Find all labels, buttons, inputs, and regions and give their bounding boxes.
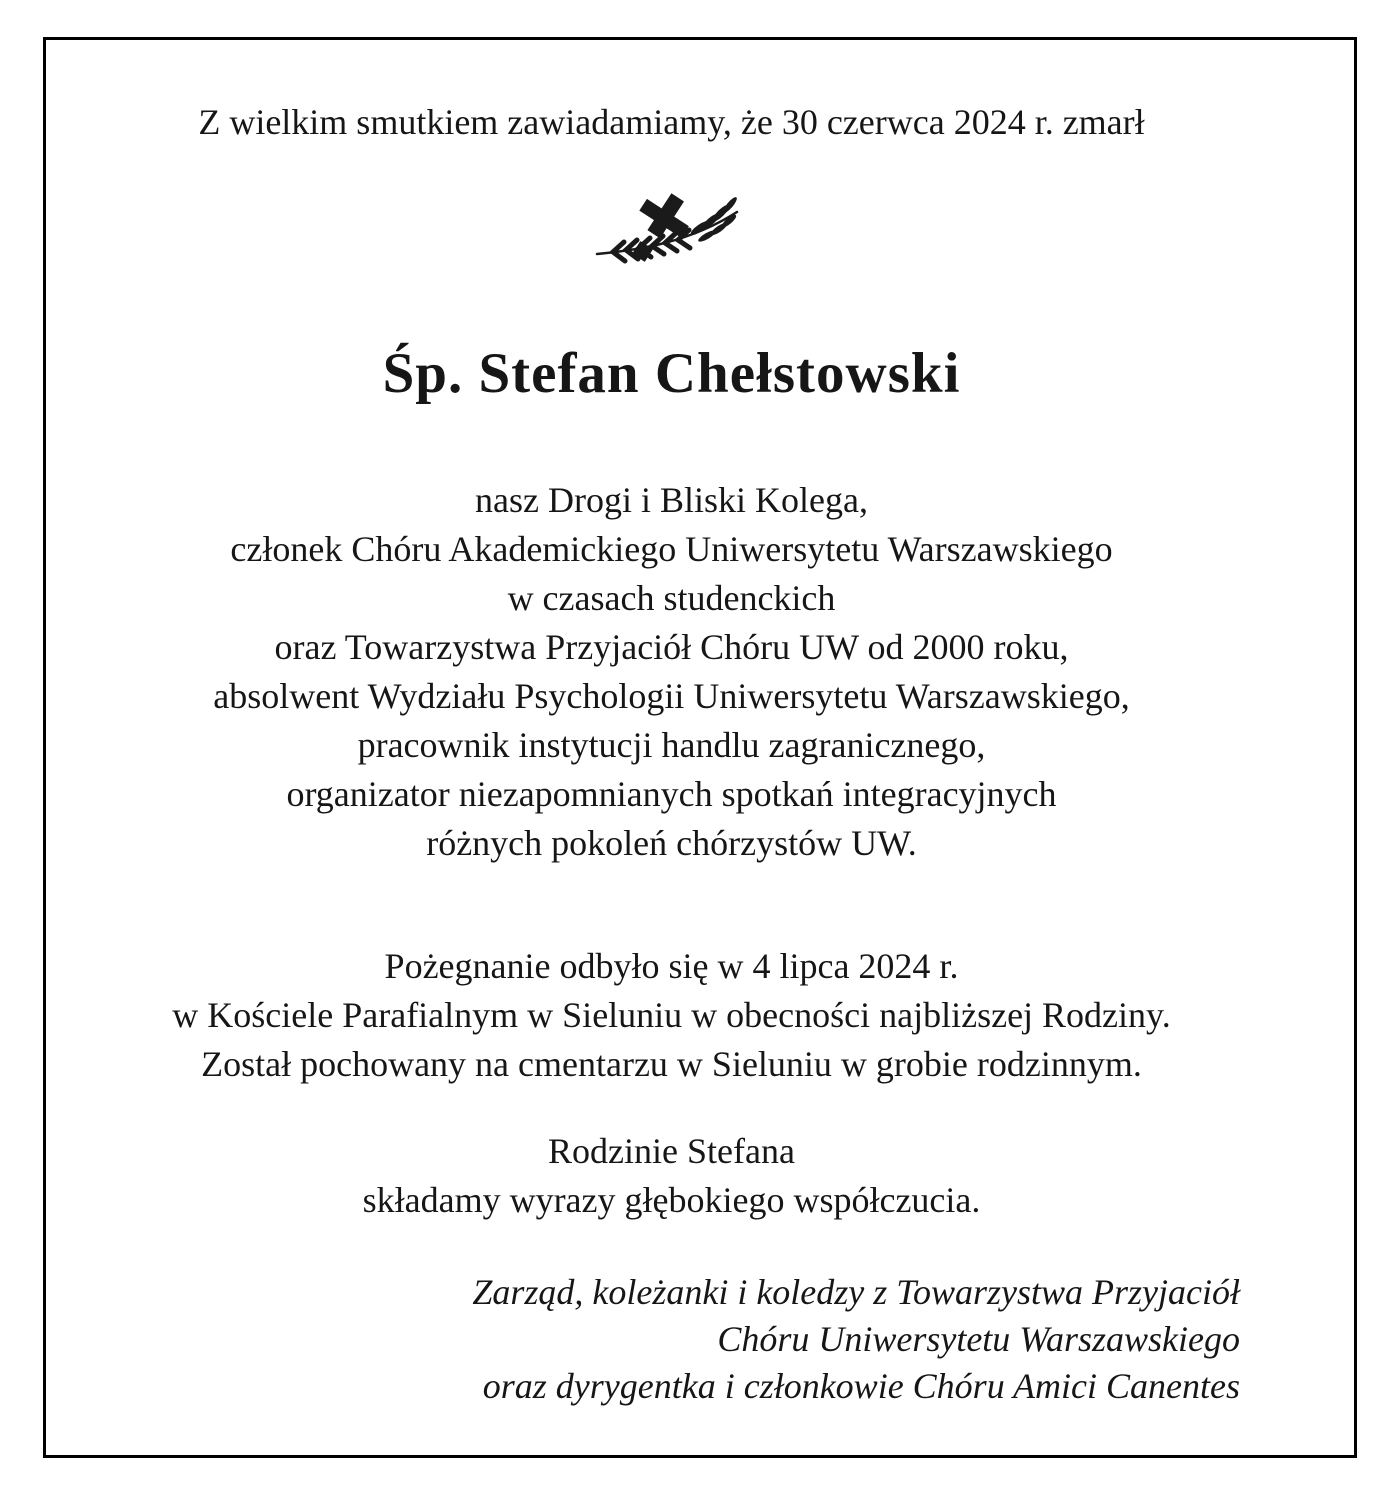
tribute-line: członek Chóru Akademickiego Uniwersytetu Warszawskiego [230, 529, 1113, 569]
tribute-line: nasz Drogi i Bliski Kolega, [475, 480, 868, 520]
tribute-line: w czasach studenckich [507, 578, 836, 618]
tribute-line: różnych pokoleń chórzystów UW. [426, 823, 917, 863]
signature-block [103, 1269, 1240, 1410]
emblem-wrapper [103, 192, 1240, 284]
condolence-block [103, 1127, 1240, 1225]
tribute-line: absolwent Wydziału Psychologii Uniwersytetu Warszawskiego, [213, 676, 1130, 716]
farewell-line: w Kościele Parafialnym w Sieluniu w obecności najbliższej Rodziny. [172, 995, 1171, 1035]
signature-line: Zarząd, koleżanki i koledzy z Towarzystwa Przyjaciół [472, 1272, 1240, 1312]
signature-line: oraz dyrygentka i członkowie Chóru Amici Canentes [482, 1366, 1240, 1406]
condolence-line: składamy wyrazy głębokiego współczucia. [362, 1180, 981, 1220]
death-notice-content [46, 40, 1354, 1455]
tribute-line: pracownik instytucji handlu zagranicznego, [357, 725, 986, 765]
condolence-line: Rodzinie Stefana [548, 1131, 795, 1171]
farewell-block [103, 942, 1240, 1089]
signature-line: Chóru Uniwersytetu Warszawskiego [717, 1319, 1240, 1359]
cross-with-laurel-branch-icon [595, 192, 749, 284]
tribute-block [103, 476, 1240, 868]
tribute-line: organizator niezapomnianych spotkań integracyjnych [286, 774, 1057, 814]
deceased-name: Śp. Stefan Chełstowski [382, 342, 961, 405]
death-notice-page [43, 37, 1357, 1458]
farewell-line: Został pochowany na cmentarzu w Sieluniu w grobie rodzinnym. [201, 1044, 1142, 1084]
tribute-line: oraz Towarzystwa Przyjaciół Chóru UW od 2000 roku, [274, 627, 1069, 667]
farewell-line: Pożegnanie odbyło się w 4 lipca 2024 r. [384, 946, 959, 986]
intro-line: Z wielkim smutkiem zawiadamiamy, że 30 czerwca 2024 r. zmarł [198, 102, 1145, 142]
